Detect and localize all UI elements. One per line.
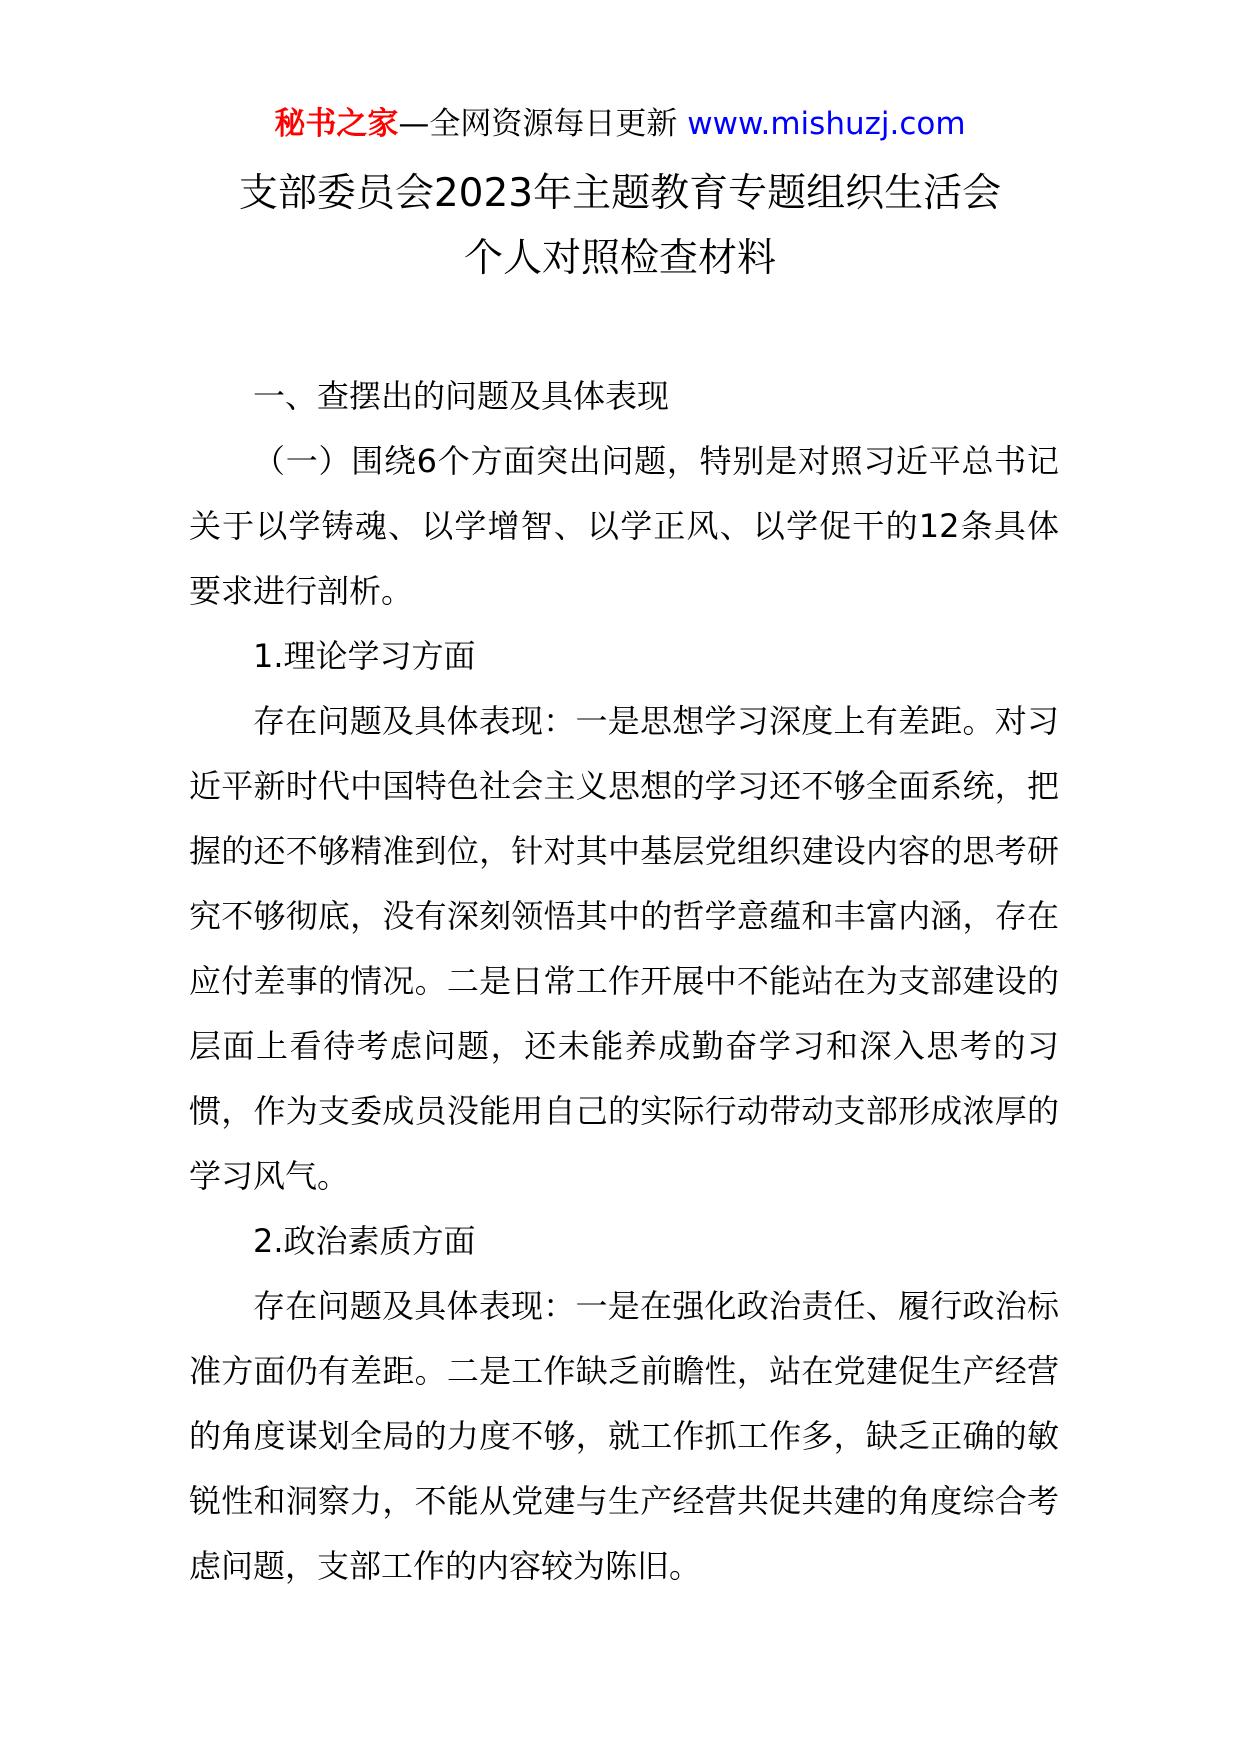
item-paragraph-theory-study: 存在问题及具体表现：一是思想学习深度上有差距。对习近平新时代中国特色社会主义思想的学习还不够全面系统，把握的还不够精准到位，针对其中基层党组织建设内容的思考研究不够彻底，没有深刻领悟其中的哲学意蕴和丰富内涵，存在应付差事的情况。二是日常工作开展中不能站在为支部建设的层面上看待考虑问题，还未能养成勤奋学习和深入思考的习惯，作为支委成员没能用自己的实际行动带动支部形成浓厚的学习风气。 xyxy=(189,702,1059,1195)
document-title-line-1: 支部委员会2023年主题教育专题组织生活会 xyxy=(238,171,1002,216)
subsection-intro-paragraph: （一）围绕6个方面突出问题，特别是对照习近平总书记关于以学铸魂、以学增智、以学正风、以学促干的12条具体要求进行剖析。 xyxy=(189,442,1059,610)
brand-name: 秘书之家 xyxy=(274,106,399,142)
item-paragraph-political-quality: 存在问题及具体表现：一是在强化政治责任、履行政治标准方面仍有差距。二是工作缺乏前瞻性，站在党建促生产经营的角度谋划全局的力度不够，就工作抓工作多，缺乏正确的敏锐性和洞察力，不能从党建与生产经营共促共建的角度综合考虑问题，支部工作的内容较为陈旧。 xyxy=(189,1287,1059,1585)
item-heading-theory-study: 1.理论学习方面 xyxy=(253,637,476,675)
header-slogan: —全网资源每日更新 xyxy=(398,106,688,142)
document-body xyxy=(189,364,1059,1599)
site-url-link[interactable]: www.mishuzj.com xyxy=(687,106,966,142)
header-banner xyxy=(0,102,1240,146)
document-title-line-2: 个人对照检查材料 xyxy=(463,236,776,281)
item-heading-political-quality: 2.政治素质方面 xyxy=(253,1222,476,1260)
section-heading: 一、查摆出的问题及具体表现 xyxy=(253,377,670,415)
